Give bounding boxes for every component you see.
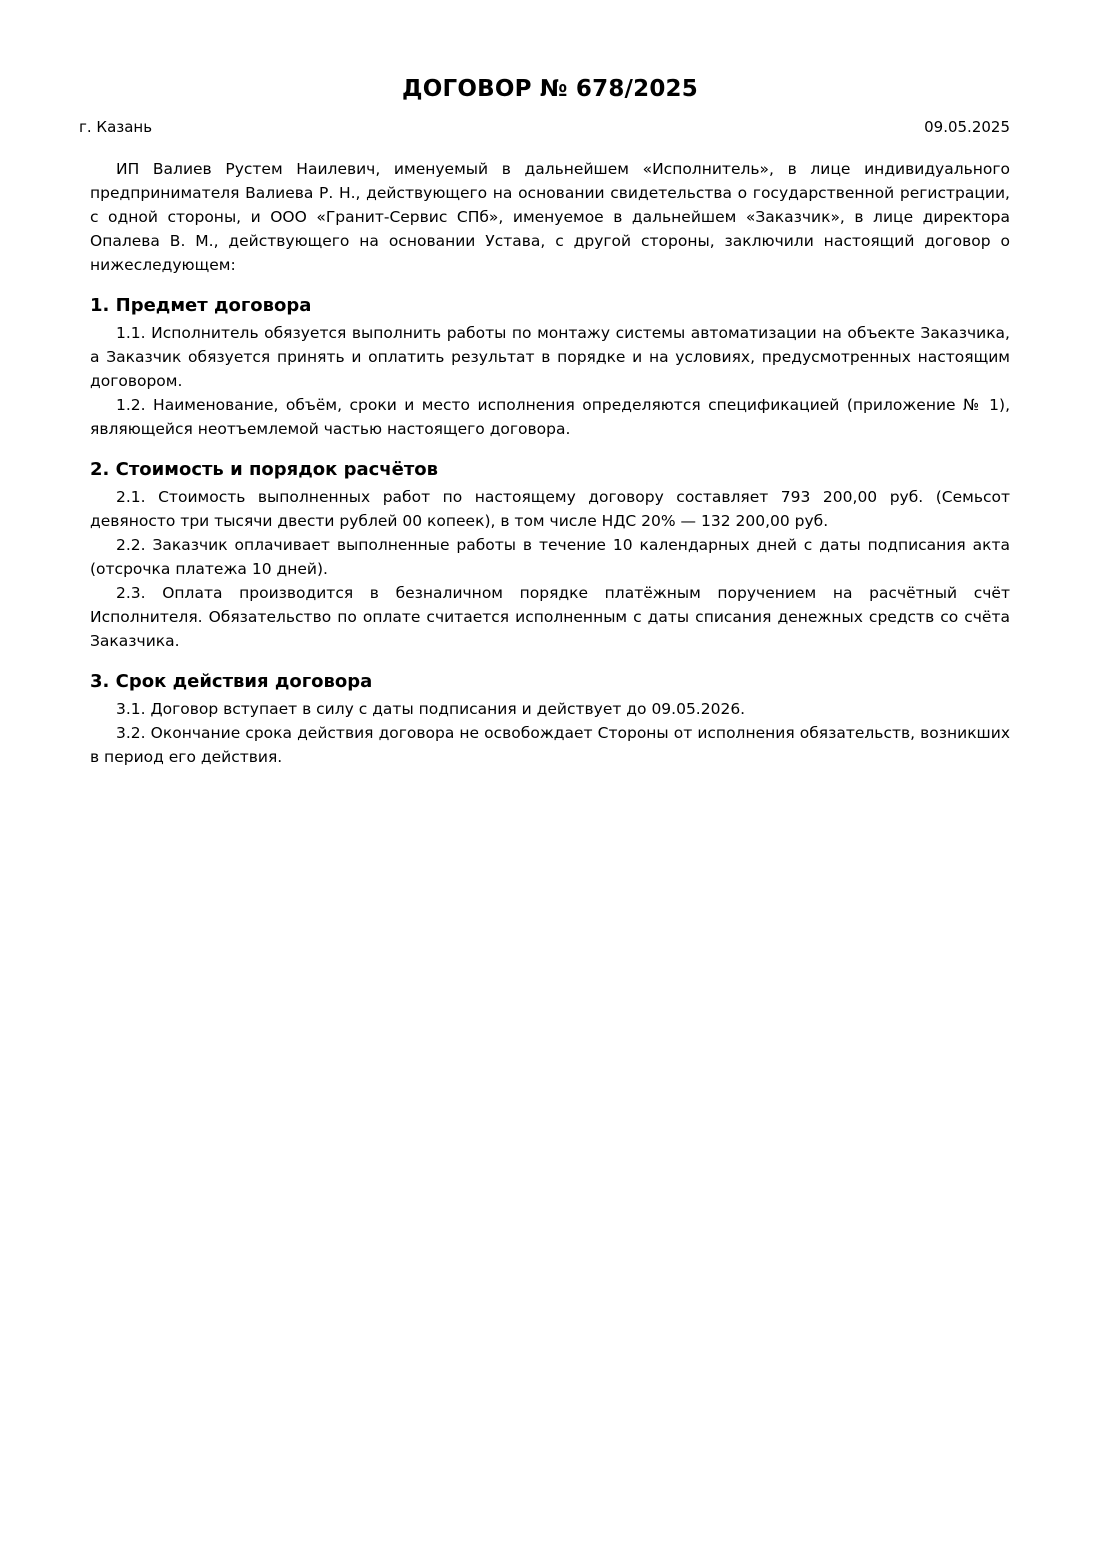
- clause-2-2: 2.2. Заказчик оплачивает выполненные работы в течение 10 календарных дней с даты подписания акта (отсрочка платежа 10 дней).: [90, 536, 1010, 578]
- document-city: г. Казань: [79, 118, 153, 136]
- preamble: ИП Валиев Рустем Наилевич, именуемый в дальнейшем «Исполнитель», в лице индивидуального предпринимателя Валиева Р. Н., действующего на основании свидетельства о государственной регистрации, с одной стороны, и ООО «Гранит-Сервис СПб», именуемое в дальнейшем «Заказчик», в лице директора Опалева В. М., действующего на основании Устава, с другой стороны, заключили настоящий договор о нижеследующем:: [90, 160, 1010, 274]
- clause-1-2: 1.2. Наименование, объём, сроки и место исполнения определяются спецификацией (приложение № 1), являющейся неотъемлемой частью настоящего договора.: [90, 396, 1010, 438]
- clause-2-1: 2.1. Стоимость выполненных работ по настоящему договору составляет 793 200,00 руб. (Семьсот девяносто три тысячи двести рублей 00 копеек), в том числе НДС 20% — 132 200,00 руб.: [90, 488, 1010, 530]
- clause-3-2: 3.2. Окончание срока действия договора не освобождает Стороны от исполнения обязательств, возникших в период его действия.: [90, 724, 1010, 766]
- document-title: ДОГОВОР № 678/2025: [402, 76, 698, 102]
- clause-3-1: 3.1. Договор вступает в силу с даты подписания и действует до 09.05.2026.: [116, 700, 746, 718]
- clause-1-1: 1.1. Исполнитель обязуется выполнить работы по монтажу системы автоматизации на объекте Заказчика, а Заказчик обязуется принять и оплатить результат в порядке и на условиях, предусмотренных настоящим договором.: [90, 324, 1010, 390]
- document-body: [90, 157, 1010, 769]
- document-date: 09.05.2025: [924, 118, 1010, 136]
- section-2-heading: 2. Стоимость и порядок расчётов: [90, 459, 439, 480]
- clause-2-3: 2.3. Оплата производится в безналичном порядке платёжным поручением на расчётный счёт Исполнителя. Обязательство по оплате считается исполненным с даты списания денежных средств со счёта Заказчика.: [90, 584, 1010, 650]
- section-1-heading: 1. Предмет договора: [90, 295, 312, 316]
- section-3-heading: 3. Срок действия договора: [90, 671, 373, 692]
